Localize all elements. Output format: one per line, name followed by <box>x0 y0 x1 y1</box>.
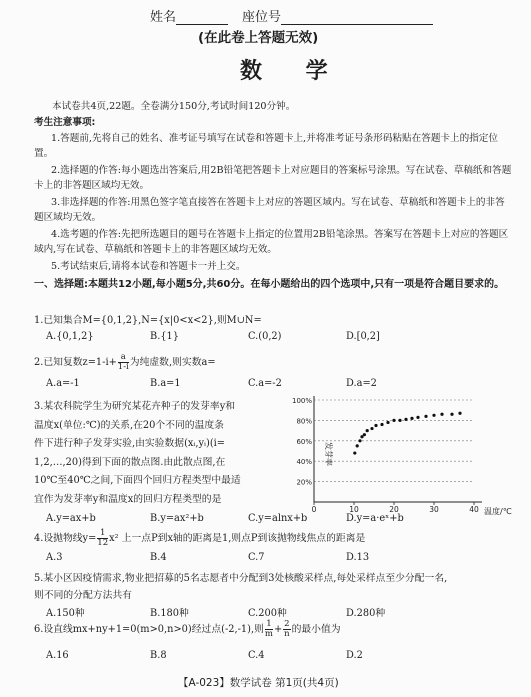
page-footer: 【A-023】数学试卷 第1页(共4页) <box>178 677 339 689</box>
chart-x-tick-label: 10 <box>349 505 359 514</box>
q6-option-d: D.2 <box>346 650 363 661</box>
chart-y-tick-label: 60% <box>296 437 312 446</box>
chart-point <box>424 415 427 418</box>
student-info-row <box>150 6 433 25</box>
q2-option-d: D.a=2 <box>346 378 377 389</box>
chart-y-tick-label: 80% <box>296 417 312 426</box>
q6-fraction-2: $\frac{2}{n}$ <box>284 619 290 639</box>
chart-y-label: 发芽率 <box>324 442 333 466</box>
chart-x-tick-label: 30 <box>429 505 439 514</box>
chart-point <box>363 433 366 436</box>
chart-y-tick-label: 20% <box>296 478 312 487</box>
chart-point <box>374 424 377 427</box>
q3-option-a: A.y=ax+b <box>46 513 96 524</box>
name-label: 姓名 <box>150 10 177 25</box>
q1-option-d: D.[0,2] <box>346 331 380 342</box>
note-2: 2.选择题的作答:每小题选出答案后,用2B铅笔把答题卡上对应题目的答案标号涂黑。写在试卷、草稿纸和答题卡上的非答题区域均无效。 <box>34 165 512 191</box>
q2-option-b: B.a=1 <box>150 378 181 389</box>
chart-point <box>353 451 356 454</box>
q3-option-b: B.y=ax²+b <box>150 513 204 524</box>
seat-label: 座位号 <box>242 10 282 25</box>
chart-point <box>380 423 383 426</box>
chart-point <box>358 439 361 442</box>
chart-x-tick-label: 0 <box>311 505 317 514</box>
chart-point <box>366 429 369 432</box>
chart-point <box>386 421 389 424</box>
q2-fraction: $\frac{a}{1-i}$ <box>117 352 129 372</box>
q5-option-b: B.180种 <box>150 608 189 619</box>
q1-option-b: B.{1} <box>150 331 180 342</box>
chart-point <box>416 416 419 419</box>
germination-scatter-chart <box>291 392 518 518</box>
q1-option-c: C.(0,2) <box>248 331 282 342</box>
chart-points <box>353 412 461 455</box>
section1-heading: 一、选择题:本题共12小题,每小题5分,共60分。在每小题给出的四个选项中,只有一项是符合题目要求的。 <box>34 279 505 290</box>
chart-point <box>458 412 461 415</box>
note-4: 4.选考题的作答:先把所选题目的题号在答题卡上指定的位置用2B铅笔涂黑。答案写在答题卡上对应的答题区域内,写在试卷、草稿纸和答题卡上的非答题区域均无效。 <box>34 229 509 255</box>
question-5-stem: 5.某小区因疫情需求,物业把招募的5名志愿者中分配到3处核酸采样点,每处采样点至少分配一名, 则不同的分配方法共有 <box>34 573 448 601</box>
chart-point <box>398 419 401 422</box>
chart-x-label: 温度/℃ <box>484 507 512 516</box>
q6-fraction-1: $\frac{1}{m}$ <box>264 619 273 639</box>
question-3-stem: 3.某农科院学生为研究某花卉种子的发芽率y和 温度x(单位:℃)的关系,在20个不同的温度条 件下进行种子发芽实验,由实验数据(xᵢ,yᵢ)(i= 1,2,…,20)得到下面的散点图.由此散点图,在 10℃至40℃之间,下面四个回归方程类型中最适 宜作为发芽率y和温度x的回归方程类型的是 <box>34 401 241 505</box>
q6-option-c: C.4 <box>248 650 265 661</box>
q4-option-b: B.4 <box>150 552 167 563</box>
chart-point <box>440 413 443 416</box>
note-3: 3.非选择题的作答:用黑色签字笔直接答在答题卡上对应的答题区域内。写在试卷、草稿纸和答题卡上的非答题区域均无效。 <box>34 197 505 223</box>
page-title: 数 学 <box>240 59 346 84</box>
q5-option-d: D.280种 <box>346 608 386 619</box>
q4-option-a: A.3 <box>46 552 63 563</box>
q3-option-d: D.y=a·eˣ+b <box>346 513 404 524</box>
chart-point <box>392 419 395 422</box>
chart-y-tick-label: 40% <box>296 458 312 467</box>
question-2-stem: 2.已知复数z=1-i+ $\frac{a}{1-i}$ 为纯虚数,则实数a= <box>34 352 216 372</box>
q1-option-a: A.{0,1,2} <box>46 331 94 342</box>
chart-x-tick-label: 20 <box>389 505 399 514</box>
q2-option-a: A.a=-1 <box>46 378 80 389</box>
chart-point <box>450 413 453 416</box>
chart-point <box>404 418 407 421</box>
q6-option-b: B.8 <box>150 650 167 661</box>
q4-fraction: $\frac{1}{12}$ <box>97 528 109 548</box>
chart-point <box>410 417 413 420</box>
chart-point <box>370 427 373 430</box>
chart-x-tick-label: 40 <box>469 505 479 514</box>
seat-blank <box>281 11 433 25</box>
chart-y-ticks <box>292 397 312 487</box>
question-4-stem: 4.设抛物线y= $\frac{1}{12}$ x² 上一点P到x轴的距离是1,则点P到该抛物线焦点的距离是 <box>34 528 366 548</box>
q3-option-c: C.y=alnx+b <box>248 513 308 524</box>
chart-point <box>432 414 435 417</box>
notes-heading: 考生注意事项: <box>34 117 96 128</box>
q2-option-c: C.a=-2 <box>248 378 282 389</box>
q5-option-c: C.200种 <box>248 608 287 619</box>
q6-option-a: A.16 <box>46 650 69 661</box>
question-1-stem: 1.已知集合M={0,1,2},N={x|0<x<2},则M∪N= <box>34 315 262 326</box>
chart-point <box>356 444 359 447</box>
name-blank <box>176 11 228 25</box>
q5-option-a: A.150种 <box>46 608 85 619</box>
header-notice: (在此卷上答题无效) <box>198 30 319 46</box>
question-6-stem: 6.设直线mx+ny+1=0(m>0,n>0)经过点(-2,-1),则 $\frac{1}{m}$ + $\frac{2}{n}$ 的最小值为 <box>34 619 341 639</box>
q4-option-d: D.13 <box>346 552 370 563</box>
q4-option-c: C.7 <box>248 552 265 563</box>
intro-text: 本试卷共4页,22题。全卷满分150分,考试时间120分钟。 <box>52 101 296 112</box>
chart-grid <box>314 396 482 502</box>
note-5: 5.考试结束后,请将本试卷和答题卡一并上交。 <box>51 261 246 272</box>
note-1: 1.答题前,先将自己的姓名、准考证号填写在试卷和答题卡上,并将准考证号条形码粘贴在答题卡上的指定位置。 <box>34 133 498 159</box>
chart-y-tick-label: 100% <box>291 397 312 405</box>
